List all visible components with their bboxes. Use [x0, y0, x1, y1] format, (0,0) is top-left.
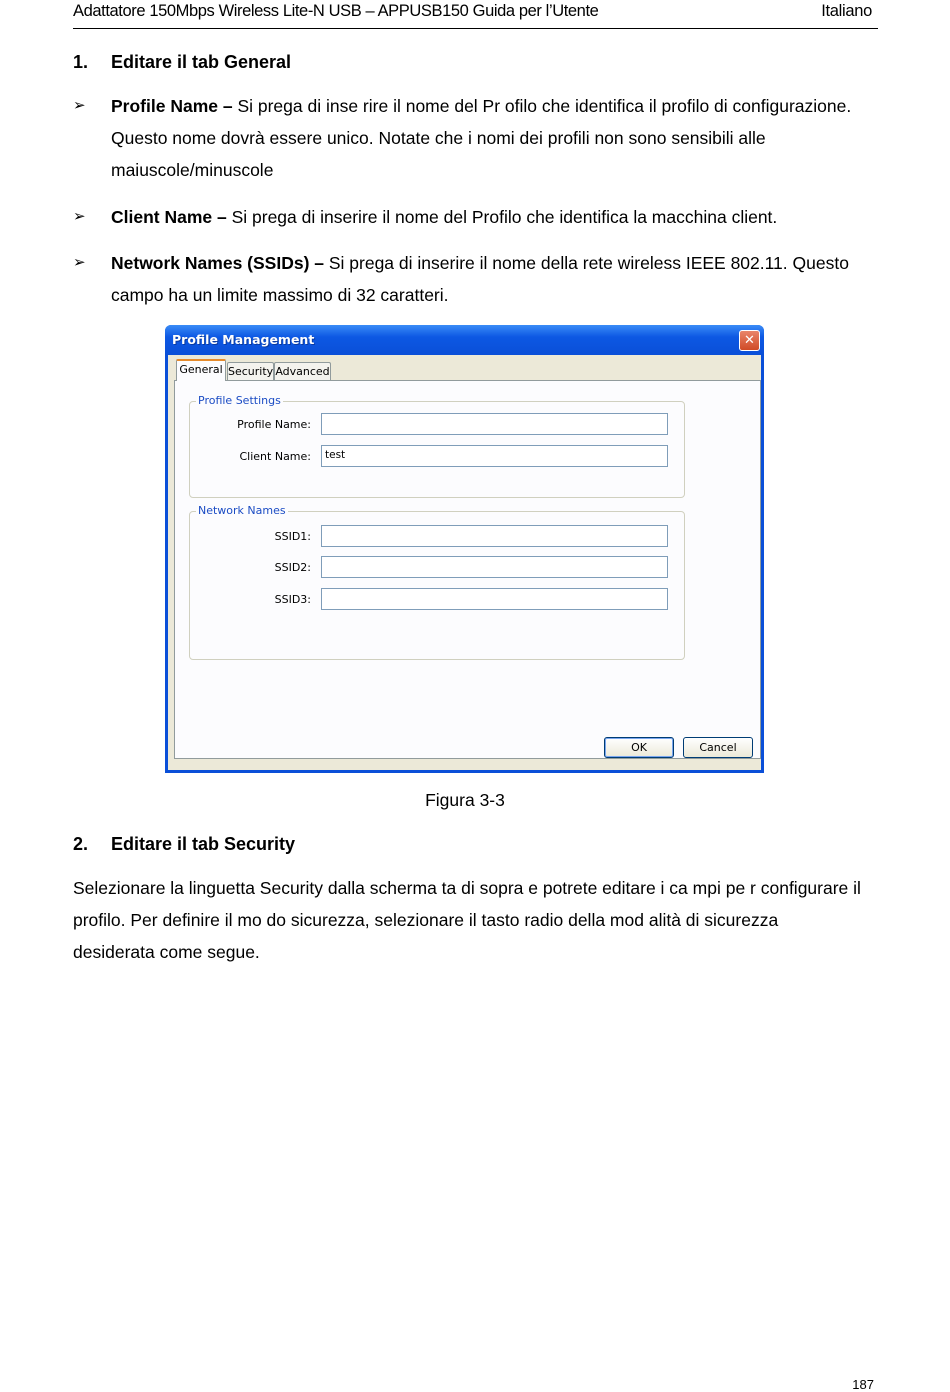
profile-management-dialog [165, 325, 764, 773]
bullet-network-names [73, 247, 863, 311]
arrow-bullet-icon: ➢ [73, 97, 86, 114]
bullet-client-name [73, 201, 863, 233]
ok-button[interactable]: OK [604, 737, 674, 758]
bullet-text: Si prega di inserire il nome del Profilo che identifica la macchina client. [226, 207, 778, 227]
profile-settings-group [189, 394, 685, 498]
section2-number: 2. [73, 834, 89, 854]
dialog-titlebar[interactable] [165, 325, 764, 355]
section1-heading [73, 52, 291, 73]
header-title: Adattatore 150Mbps Wireless Lite-N USB – APPUSB150 Guida per l’Utente [73, 2, 599, 20]
ssid2-input[interactable] [321, 556, 668, 578]
section2-title: Editare il tab Security [111, 834, 296, 854]
arrow-bullet-icon: ➢ [73, 208, 86, 225]
section1-title: Editare il tab General [111, 52, 292, 72]
page-header [73, 2, 878, 29]
dialog-client-area [168, 355, 761, 770]
section1-number: 1. [73, 52, 89, 72]
tab-security[interactable]: Security [227, 362, 274, 380]
cancel-button[interactable]: Cancel [683, 737, 753, 758]
arrow-bullet-icon: ➢ [73, 254, 86, 271]
ssid3-label: SSID3: [274, 593, 311, 606]
network-names-group [189, 504, 685, 660]
ssid2-label: SSID2: [274, 561, 311, 574]
section2-paragraph: Selezionare la linguetta Security dalla scherma ta di sopra e potrete editare i ca mpi pe r configurare il profilo. Per definire il mo do sicurezza, selezionare il tasto radio della mod alità di sicurezza desiderata come segue. [73, 878, 861, 962]
general-tab-panel [174, 380, 761, 759]
profile-name-input[interactable] [321, 413, 668, 435]
network-names-legend: Network Names [198, 504, 286, 517]
page-number: 187 [852, 1377, 874, 1392]
ssid3-input[interactable] [321, 588, 668, 610]
client-name-label: Client Name: [239, 450, 311, 463]
header-language: Italiano [821, 2, 872, 20]
ssid1-label: SSID1: [274, 530, 311, 543]
profile-name-label: Profile Name: [237, 418, 311, 431]
profile-settings-legend: Profile Settings [198, 394, 281, 407]
bullet-term: Network Names (SSIDs) – [111, 253, 324, 273]
dialog-title: Profile Management [172, 332, 315, 347]
section2-heading [73, 834, 295, 855]
bullet-text: Si prega di inse rire il nome del Pr ofilo che identifica il profilo di configurazione. Questo nome dovrà essere unico. Notate che i nomi dei profili non sono sensibili alle maiuscole/minuscole [111, 96, 852, 180]
bullet-profile-name [73, 90, 863, 186]
bullet-text: Si prega di inserire il nome della rete wireless IEEE 802.11. Questo campo ha un limite massimo di 32 caratteri. [111, 253, 849, 305]
bullet-term: Profile Name – [111, 96, 233, 116]
client-name-input[interactable]: test [321, 445, 668, 467]
bullet-term: Client Name – [111, 207, 227, 227]
ssid1-input[interactable] [321, 525, 668, 547]
tab-general[interactable]: General [176, 359, 226, 381]
close-icon[interactable]: ✕ [739, 330, 760, 351]
figure-caption: Figura 3-3 [425, 790, 505, 810]
tab-advanced[interactable]: Advanced [274, 362, 331, 380]
